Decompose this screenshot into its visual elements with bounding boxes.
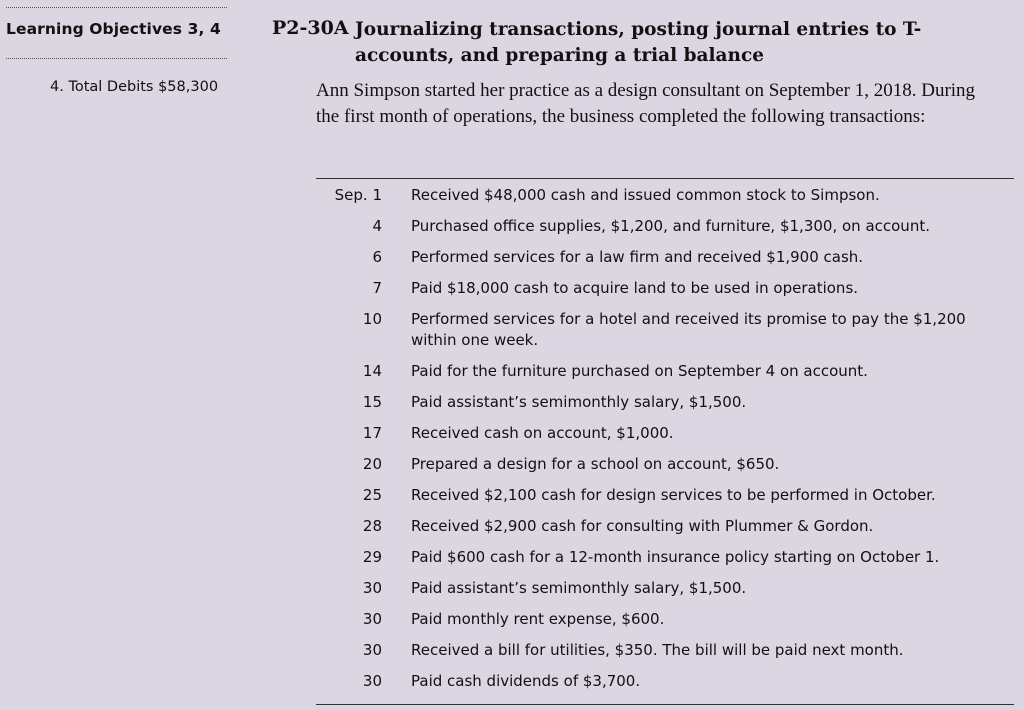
transaction-date: 30 — [362, 610, 382, 628]
transaction-description: Received $2,100 cash for design services to be performed in October. — [411, 486, 936, 504]
answer-hint: 4. Total Debits $58,300 — [50, 79, 219, 95]
transaction-row — [316, 423, 1014, 444]
transaction-row — [316, 516, 1014, 537]
margin-sidebar — [0, 0, 260, 710]
transaction-date: 30 — [362, 641, 382, 659]
transaction-row — [316, 185, 1014, 206]
transaction-date: 17 — [362, 424, 382, 442]
transaction-description: Performed services for a hotel and received its promise to pay the $1,200 within one week. — [411, 310, 966, 349]
transaction-date: 7 — [372, 279, 382, 297]
problem-title: Journalizing transactions, posting journal entries to T-accounts, and preparing a trial balance — [355, 19, 922, 66]
transaction-date: 15 — [362, 393, 382, 411]
transaction-description: Received $2,900 cash for consulting with Plummer & Gordon. — [411, 517, 874, 535]
transaction-description: Paid cash dividends of $3,700. — [411, 672, 641, 690]
transaction-description: Paid assistant’s semimonthly salary, $1,500. — [411, 393, 747, 411]
transaction-description: Received $48,000 cash and issued common stock to Simpson. — [411, 186, 880, 204]
transaction-description: Received a bill for utilities, $350. The bill will be paid next month. — [411, 641, 904, 659]
problem-number: P2-30A — [272, 17, 349, 39]
transaction-date: 29 — [362, 548, 382, 566]
transaction-row — [316, 547, 1014, 568]
transaction-description: Paid $600 cash for a 12-month insurance policy starting on October 1. — [411, 548, 940, 566]
transaction-description: Performed services for a law firm and received $1,900 cash. — [411, 248, 864, 266]
transaction-row — [316, 361, 1014, 382]
transaction-date: 4 — [372, 217, 382, 235]
transaction-date: 10 — [362, 310, 382, 328]
table-bottom-rule — [316, 704, 1014, 705]
transaction-date: 20 — [362, 455, 382, 473]
transaction-description: Prepared a design for a school on account, $650. — [411, 455, 780, 473]
dotted-divider-top — [6, 7, 227, 8]
learning-objectives-label: Learning Objectives 3, 4 — [6, 20, 221, 38]
transaction-description: Paid assistant’s semimonthly salary, $1,500. — [411, 579, 747, 597]
transaction-description: Purchased office supplies, $1,200, and furniture, $1,300, on account. — [411, 217, 930, 235]
transaction-row — [316, 309, 1014, 351]
transaction-description: Paid for the furniture purchased on September 4 on account. — [411, 362, 868, 380]
table-top-rule — [316, 178, 1014, 179]
transaction-description: Received cash on account, $1,000. — [411, 424, 674, 442]
transaction-row — [316, 278, 1014, 299]
transaction-row — [316, 454, 1014, 475]
transaction-date: 28 — [362, 517, 382, 535]
transaction-date: 30 — [362, 579, 382, 597]
transaction-date: 25 — [362, 486, 382, 504]
dotted-divider-bottom — [6, 58, 227, 59]
transaction-row — [316, 671, 1014, 692]
transaction-row — [316, 247, 1014, 268]
transaction-description: Paid $18,000 cash to acquire land to be used in operations. — [411, 279, 859, 297]
transaction-row — [316, 578, 1014, 599]
transaction-date: 14 — [362, 362, 382, 380]
transaction-description: Paid monthly rent expense, $600. — [411, 610, 665, 628]
transaction-row — [316, 485, 1014, 506]
transaction-row — [316, 640, 1014, 661]
transactions-table — [316, 185, 1014, 702]
transaction-row — [316, 216, 1014, 237]
problem-intro: Ann Simpson started her practice as a design consultant on September 1, 2018. During the first month of operations, the business completed the following transactions: — [316, 80, 976, 127]
transaction-date: Sep. 1 — [334, 186, 382, 204]
transaction-date: 6 — [372, 248, 382, 266]
transaction-date: 30 — [362, 672, 382, 690]
transaction-row — [316, 392, 1014, 413]
transaction-row — [316, 609, 1014, 630]
